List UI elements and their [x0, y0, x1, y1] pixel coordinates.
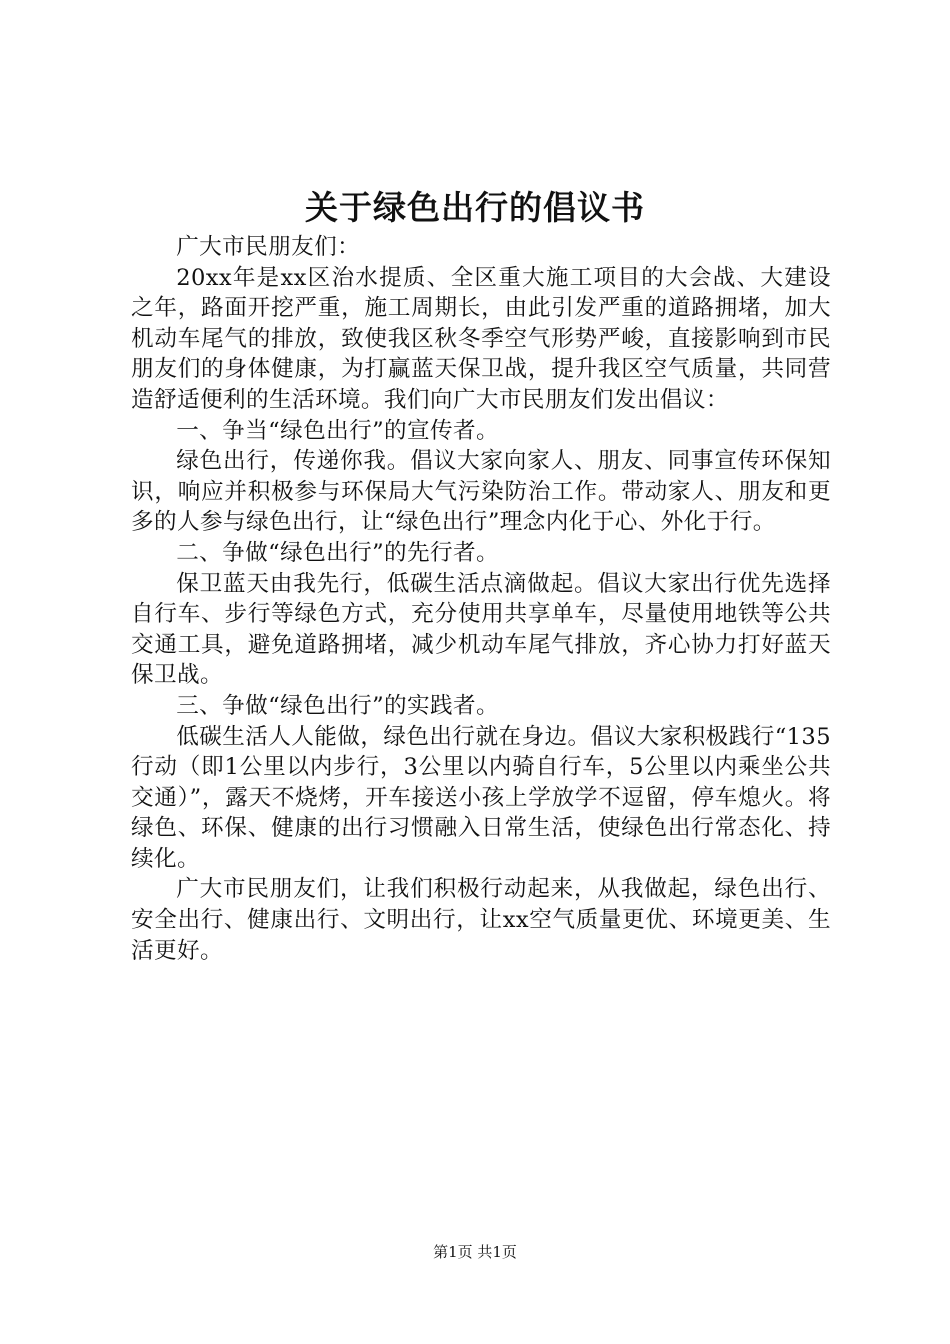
salutation: 广大市民朋友们：	[176, 234, 361, 260]
document-title: 关于绿色出行的倡议书	[305, 188, 645, 227]
section-heading-2: 二、争做“绿色出行”的先行者。	[176, 539, 500, 566]
section-body-3: 低碳生活人人能做，绿色出行就在身边。倡议大家积极践行“135行动（即1公里以内步行，3公里以内骑自行车，5公里以内乘坐公共交通）”，露天不烧烤，开车接送小孩上学放学不逗留，停车熄火。将绿色、环保、健康的出行习惯融入日常生活，使绿色出行常态化、持续化。	[131, 723, 831, 872]
section-heading-3: 三、争做“绿色出行”的实践者。	[176, 692, 500, 719]
closing-paragraph: 广大市民朋友们，让我们积极行动起来，从我做起，绿色出行、安全出行、健康出行、文明出行，让xx空气质量更优、环境更美、生活更好。	[131, 876, 831, 964]
section-body-1: 绿色出行，传递你我。倡议大家向家人、朋友、同事宣传环保知识，响应并积极参与环保局大气污染防治工作。带动家人、朋友和更多的人参与绿色出行，让“绿色出行”理念内化于心、外化于行。	[131, 448, 831, 536]
document-body	[131, 232, 831, 966]
section-body-2: 保卫蓝天由我先行，低碳生活点滴做起。倡议大家出行优先选择自行车、步行等绿色方式，充分使用共享单车，尽量使用地铁等公共交通工具，避免道路拥堵，减少机动车尾气排放，齐心协力打好蓝天保卫战。	[131, 570, 831, 689]
intro-paragraph: 20xx年是xx区治水提质、全区重大施工项目的大会战、大建设之年，路面开挖严重，施工周期长，由此引发严重的道路拥堵，加大机动车尾气的排放，致使我区秋冬季空气形势严峻，直接影响到市民朋友们的身体健康，为打赢蓝天保卫战，提升我区空气质量，共同营造舒适便利的生活环境。我们向广大市民朋友们发出倡议：	[131, 264, 831, 413]
section-heading-1: 一、争当“绿色出行”的宣传者。	[176, 417, 500, 444]
page-footer: 第1页 共1页	[433, 1243, 517, 1261]
